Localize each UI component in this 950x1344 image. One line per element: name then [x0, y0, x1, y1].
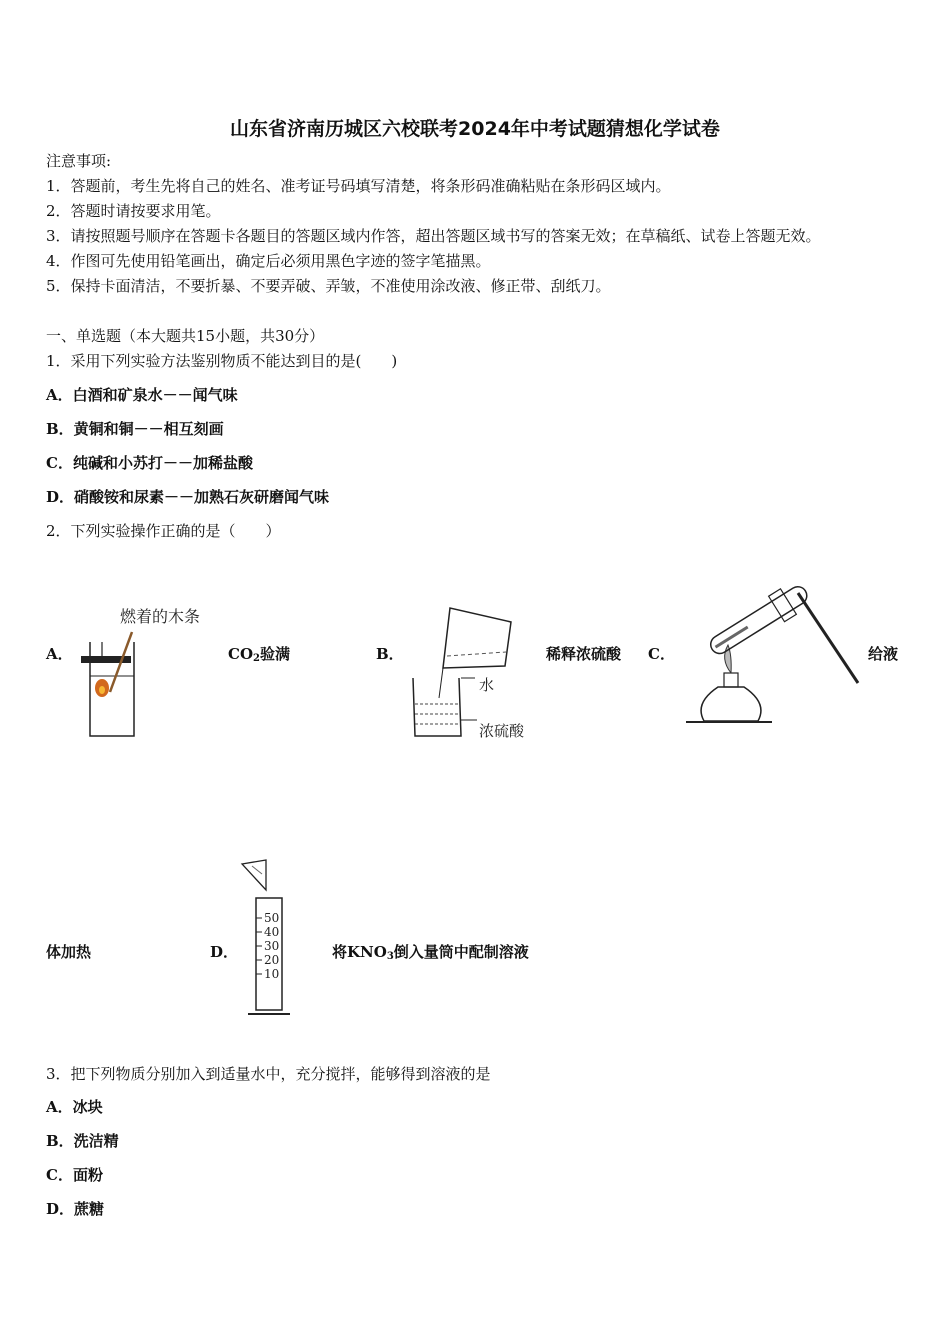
burning-splint-label: 燃着的木条	[120, 607, 201, 626]
question-2-option-d-caption: 将$KNO_3$倒入量筒中配制溶液	[332, 943, 529, 962]
question-2-option-a-letter: A．	[46, 645, 73, 663]
question-1-option-b: B．黄铜和铜－－相互刻画	[46, 420, 224, 438]
page-title: 山东省济南历城区六校联考2024年中考试题猜想化学试卷	[230, 118, 720, 140]
scale-mark: 50	[264, 911, 280, 925]
graduated-cylinder-figure	[238, 858, 300, 1020]
question-3-option-b: B．洗洁精	[46, 1132, 119, 1150]
scale-mark: 20	[264, 953, 280, 967]
notice-item: 1．答题前，考生先将自己的姓名、准考证号码填写清楚，将条形码准确粘贴在条形码区域内。	[46, 177, 671, 195]
liquid-heating-figure	[682, 563, 862, 728]
question-2-option-d-letter: D．	[210, 943, 239, 961]
question-2-option-c-caption-2: 体加热	[46, 943, 92, 961]
dilute-acid-figure	[403, 600, 543, 745]
question-2-option-a-caption: $CO_2$验满	[228, 645, 290, 664]
notice-item: 3．请按照题号顺序在答题卡各题目的答题区域内作答，超出答题区域书写的答案无效；在草稿纸、试卷上答题无效。	[46, 227, 821, 245]
notice-item: 4．作图可先使用铅笔画出，确定后必须用黑色字迹的签字笔描黑。	[46, 252, 491, 270]
question-2-option-c-caption-1: 给液	[868, 645, 899, 663]
notice-item: 5．保持卡面清洁，不要折暴、不要弄破、弄皱，不准使用涂改液、修正带、刮纸刀。	[46, 277, 611, 295]
question-3-stem: 3．把下列物质分别加入到适量水中，充分搅拌，能够得到溶液的是	[46, 1065, 491, 1083]
section-heading: 一、单选题（本大题共15小题，共30分）	[46, 327, 325, 345]
scale-mark: 40	[264, 925, 280, 939]
question-1-stem: 1．采用下列实验方法鉴别物质不能达到目的是( )	[46, 352, 398, 370]
concentrated-acid-label: 浓硫酸	[479, 722, 525, 740]
question-3-option-a: A．冰块	[46, 1098, 103, 1116]
question-3-option-d: D．蔗糖	[46, 1200, 105, 1218]
scale-mark: 10	[264, 967, 280, 981]
notice-heading: 注意事项:	[46, 152, 112, 170]
question-2-stem: 2．下列实验操作正确的是（ ）	[46, 522, 281, 540]
question-1-option-c: C．纯碱和小苏打－－加稀盐酸	[46, 454, 253, 472]
question-2-option-b-letter: B．	[376, 645, 404, 663]
question-2-option-b-caption: 稀释浓硫酸	[546, 645, 622, 663]
water-label: 水	[479, 676, 495, 694]
notice-item: 2．答题时请按要求用笔。	[46, 202, 221, 220]
question-2-option-c-letter: C．	[648, 645, 675, 663]
co2-collection-figure	[80, 602, 220, 742]
scale-mark: 30	[264, 939, 280, 953]
question-1-option-a: A．白酒和矿泉水－－闻气味	[46, 386, 238, 404]
question-1-option-d: D．硝酸铵和尿素－－加熟石灰研磨闻气味	[46, 488, 330, 506]
question-3-option-c: C．面粉	[46, 1166, 103, 1184]
